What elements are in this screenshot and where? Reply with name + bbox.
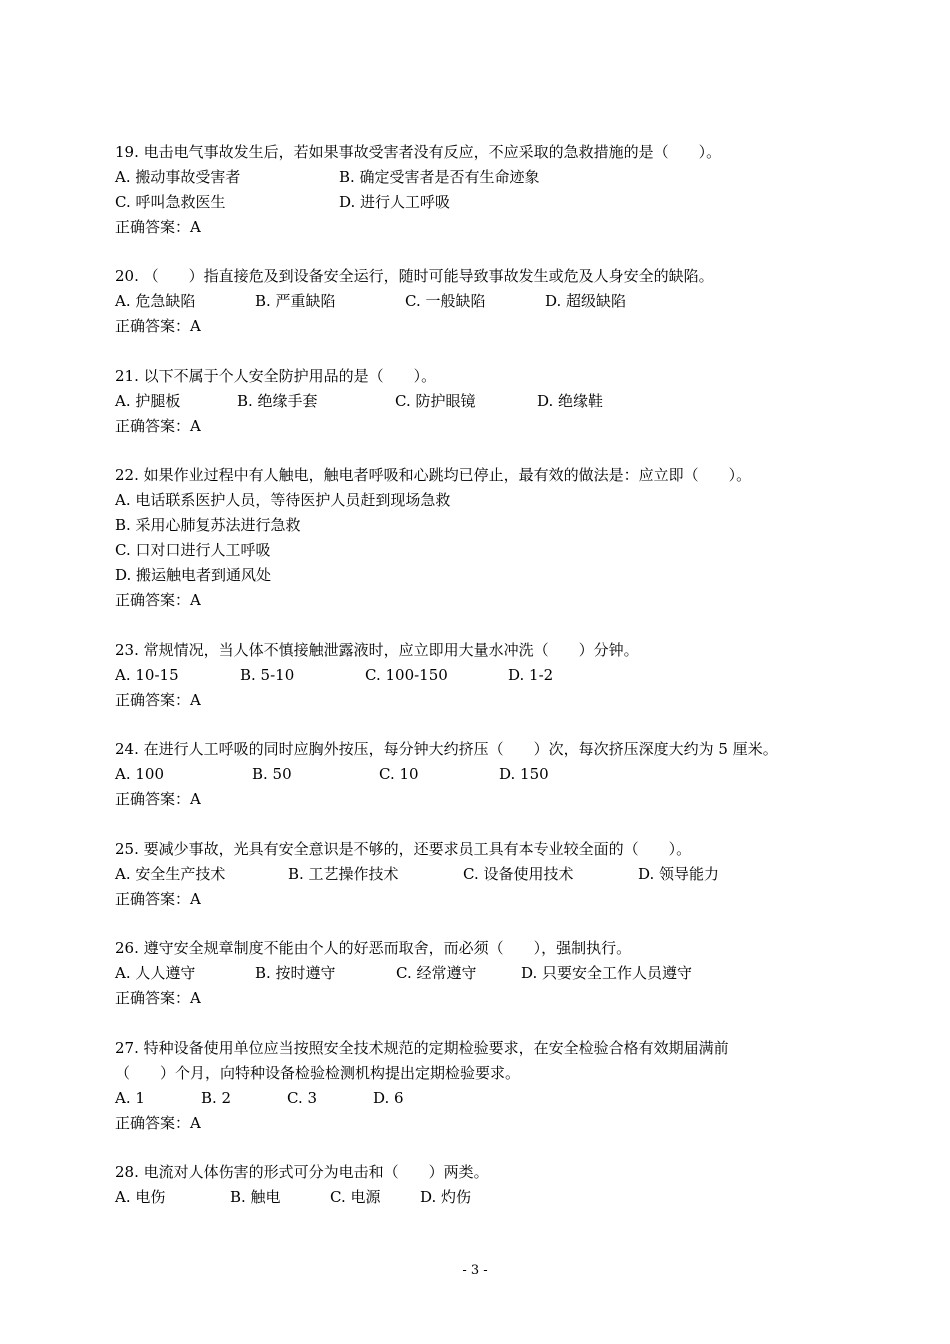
q28-option-a: A. 电伤: [115, 1188, 166, 1206]
q26-option-a: A. 人人遵守: [115, 964, 196, 982]
q23-option-d: D. 1-2: [508, 666, 554, 684]
q22-option-b: B. 采用心肺复苏法进行急救: [115, 516, 301, 534]
q25-option-c: C. 设备使用技术: [463, 865, 574, 883]
q19-option-a: A. 搬动事故受害者: [115, 168, 241, 186]
q23-option-a: A. 10-15: [115, 666, 179, 684]
q20-option-a: A. 危急缺陷: [115, 292, 196, 310]
q24-option-b: B. 50: [252, 765, 292, 783]
q20-option-c: C. 一般缺陷: [405, 292, 486, 310]
q26-option-b: B. 按时遵守: [255, 964, 336, 982]
question-20-stem: 20. （ ）指直接危及到设备安全运行，随时可能导致事故发生或危及人身安全的缺陷。: [115, 267, 714, 285]
q24-option-d: D. 150: [499, 765, 549, 783]
q27-option-c: C. 3: [287, 1089, 318, 1107]
question-22-stem: 22. 如果作业过程中有人触电，触电者呼吸和心跳均已停止，最有效的做法是：应立即（ ）。: [115, 466, 752, 484]
q27-option-a: A. 1: [115, 1089, 145, 1107]
q20-option-d: D. 超级缺陷: [545, 292, 627, 310]
q21-option-a: A. 护腿板: [115, 392, 181, 410]
q26-option-c: C. 经常遵守: [396, 964, 477, 982]
question-26-stem: 26. 遵守安全规章制度不能由个人的好恶而取舍，而必须（ ），强制执行。: [115, 939, 632, 957]
q22-option-a: A. 电话联系医护人员，等待医护人员赶到现场急救: [115, 491, 451, 509]
q27-option-d: D. 6: [373, 1089, 404, 1107]
question-19-stem: 19. 电击电气事故发生后，若如果事故受害者没有反应，不应采取的急救措施的是（ ）。: [115, 143, 722, 161]
q25-answer: 正确答案：A: [115, 890, 201, 908]
q22-option-d: D. 搬运触电者到通风处: [115, 566, 272, 584]
q28-option-c: C. 电源: [330, 1188, 381, 1206]
q26-option-d: D. 只要安全工作人员遵守: [521, 964, 693, 982]
q23-answer: 正确答案：A: [115, 691, 201, 709]
question-24-stem: 24. 在进行人工呼吸的同时应胸外按压，每分钟大约挤压（ ）次，每次挤压深度大约为 5 厘米。: [115, 740, 778, 758]
q19-option-d: D. 进行人工呼吸: [339, 193, 451, 211]
q21-option-c: C. 防护眼镜: [395, 392, 476, 410]
q23-option-b: B. 5-10: [240, 666, 295, 684]
q20-option-b: B. 严重缺陷: [255, 292, 336, 310]
q24-option-a: A. 100: [115, 765, 164, 783]
q19-option-b: B. 确定受害者是否有生命迹象: [339, 168, 540, 186]
question-27-stem: 27. 特种设备使用单位应当按照安全技术规范的定期检验要求，在安全检验合格有效期届满前: [115, 1039, 729, 1057]
q21-option-d: D. 绝缘鞋: [537, 392, 604, 410]
q28-option-d: D. 灼伤: [420, 1188, 472, 1206]
question-25-stem: 25. 要减少事故，光具有安全意识是不够的，还要求员工具有本专业较全面的（ ）。: [115, 840, 692, 858]
q22-option-c: C. 口对口进行人工呼吸: [115, 541, 271, 559]
q21-option-b: B. 绝缘手套: [237, 392, 318, 410]
q25-option-d: D. 领导能力: [638, 865, 720, 883]
question-23-stem: 23. 常规情况，当人体不慎接触泄露液时，应立即用大量水冲洗（ ）分钟。: [115, 641, 639, 659]
q23-option-c: C. 100-150: [365, 666, 448, 684]
q28-option-b: B. 触电: [230, 1188, 281, 1206]
q22-answer: 正确答案：A: [115, 591, 201, 609]
q25-option-b: B. 工艺操作技术: [288, 865, 399, 883]
q19-answer: 正确答案：A: [115, 218, 201, 236]
q24-option-c: C. 10: [379, 765, 419, 783]
q25-option-a: A. 安全生产技术: [115, 865, 226, 883]
page-number: - 3 -: [462, 1263, 488, 1278]
question-27-stem-continued: （ ）个月，向特种设备检验检测机构提出定期检验要求。: [115, 1064, 521, 1082]
q27-option-b: B. 2: [201, 1089, 232, 1107]
q19-option-c: C. 呼叫急救医生: [115, 193, 226, 211]
q20-answer: 正确答案：A: [115, 317, 201, 335]
q21-answer: 正确答案：A: [115, 417, 201, 435]
q24-answer: 正确答案：A: [115, 790, 201, 808]
question-21-stem: 21. 以下不属于个人安全防护用品的是（ ）。: [115, 367, 437, 385]
q26-answer: 正确答案：A: [115, 989, 201, 1007]
q27-answer: 正确答案：A: [115, 1114, 201, 1132]
question-28-stem: 28. 电流对人体伤害的形式可分为电击和（ ）两类。: [115, 1163, 489, 1181]
